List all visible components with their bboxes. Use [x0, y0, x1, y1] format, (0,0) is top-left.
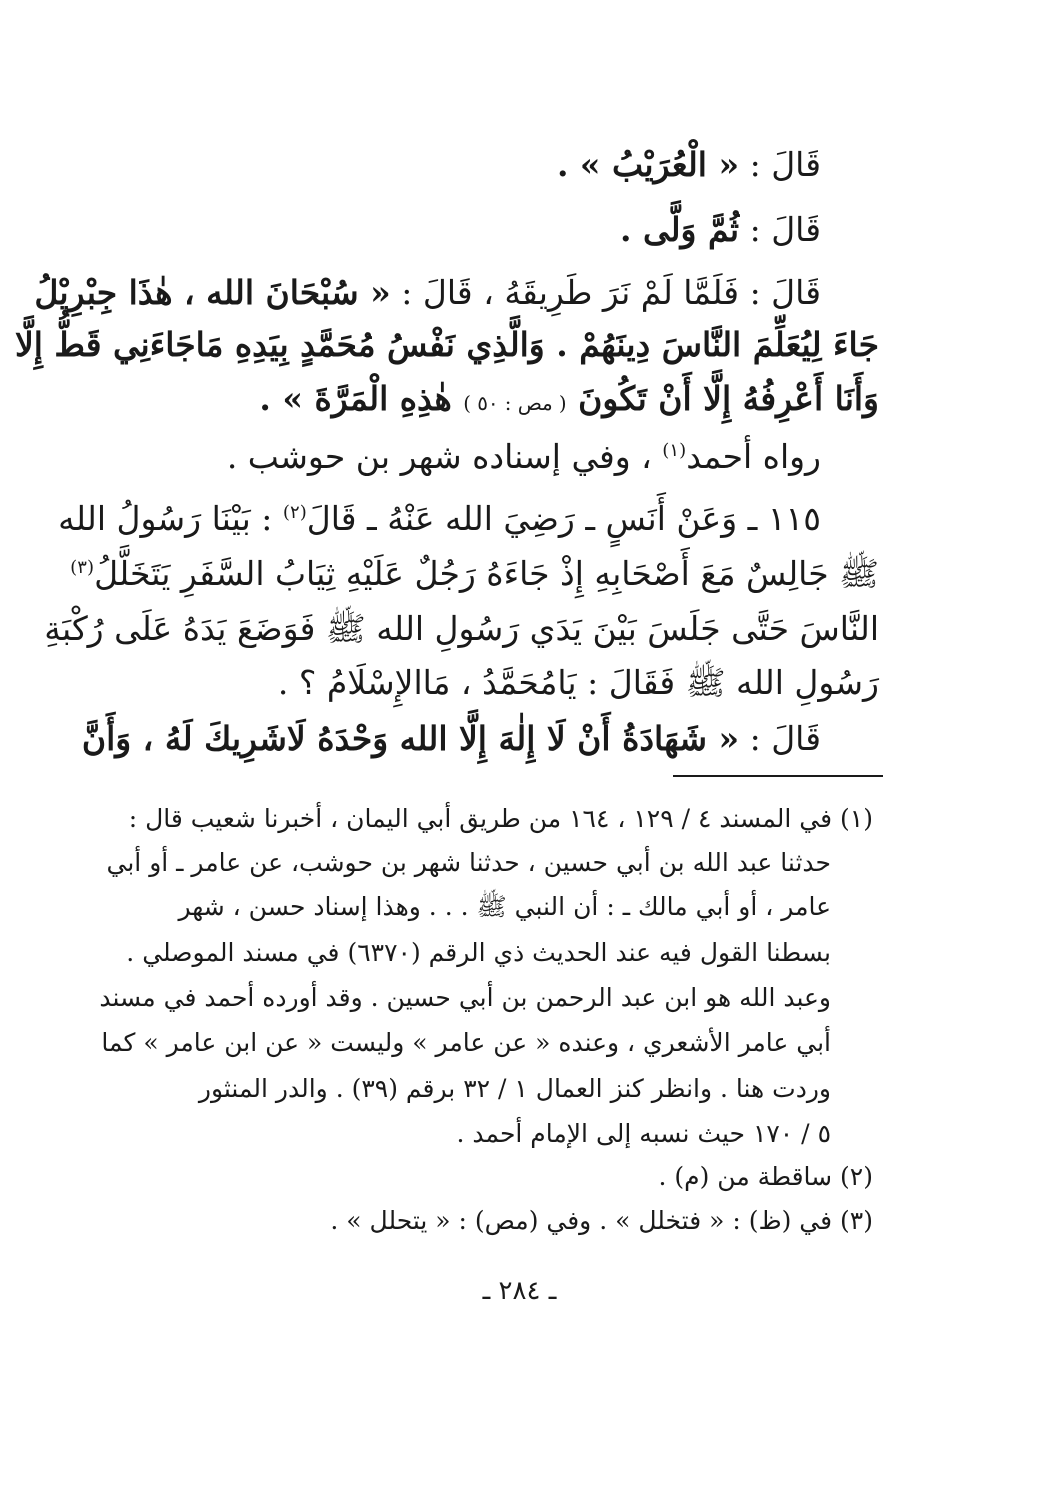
hadith-text: رَسُولِ الله ﷺ فَقَالَ : يَامُحَمَّدُ ، مَاالإِسْلَامُ ؟ . — [277, 663, 879, 702]
hadith-text: ﷺ جَالِسٌ مَعَ أَصْحَابِهِ إِذْ جَاءَهُ رَجُلٌ عَلَيْهِ ثِيَابُ السَّفَرِ يَتَخَلَّلُ — [94, 554, 879, 593]
page-number: ـ ٢٨٤ ـ — [482, 1276, 557, 1306]
speaker-text: قَالَ : — [739, 210, 821, 249]
manuscript-page-ref: ( مص : ٥٠ ) — [463, 392, 567, 415]
line-10 — [277, 663, 879, 702]
quote-text: ثُمَّ وَلَّى . — [619, 210, 740, 249]
footnote-1-line-8: ٥ / ١٧٠ حيث نسبه إلى الإمام أحمد . — [456, 1119, 831, 1148]
line-9 — [44, 609, 879, 648]
quote-text: وَأَنَا أَعْرِفُهُ إِلَّا أَنْ تَكُونَ — [566, 379, 879, 418]
footnote-3: (٣) في (ظ) : « فتخلل » . وفي (مص) : « يتحلل » . — [330, 1206, 873, 1235]
footnote-ref-2: (٢) — [282, 502, 307, 523]
quote-text: هٰذِهِ الْمَرَّةَ » . — [259, 379, 464, 418]
line-1 — [556, 145, 821, 184]
line-8 — [70, 554, 879, 593]
line-2 — [619, 210, 821, 249]
narration-text: رواه أحمد — [686, 437, 821, 476]
line-7 — [58, 499, 821, 538]
speaker-text: قَالَ : — [739, 145, 821, 184]
footnote-1-line-5: وعبد الله هو ابن عبد الرحمن بن أبي حسين . وقد أورده أحمد في مسند — [99, 983, 831, 1012]
footnote-1-line-4: بسطنا القول فيه عند الحديث ذي الرقم (٦٣٧٠) في مسند الموصلي . — [126, 938, 831, 967]
line-4 — [14, 325, 879, 364]
hadith-text: النَّاسَ حَتَّى جَلَسَ بَيْنَ يَدَي رَسُولِ الله ﷺ فَوَضَعَ يَدَهُ عَلَى رُكْبَةِ — [44, 609, 879, 648]
line-6 — [226, 437, 821, 476]
quote-text: « سُبْحَانَ الله ، هٰذَا جِبْرِيْلُ — [34, 273, 391, 312]
footnote-2: (٢) ساقطة من (م) . — [658, 1162, 873, 1191]
quote-text: جَاءَ لِيُعَلِّمَ النَّاسَ دِينَهُمْ . وَالَّذِي نَفْسُ مُحَمَّدٍ بِيَدِهِ مَاجَاءَنِي قَطُّ إِلَّا — [14, 325, 879, 364]
footnote-1-line-7: وردت هنا . وانظر كنز العمال ١ / ٣٢ برقم (٣٩) . والدر المنثور — [198, 1074, 831, 1103]
footnote-1-line-3: عامر ، أو أبي مالك ـ : أن النبي ﷺ . . . وهذا إسناد حسن ، شهر — [178, 892, 831, 921]
line-3 — [34, 273, 821, 312]
line-5 — [259, 379, 879, 418]
footnote-1-line-6: أبي عامر الأشعري ، وعنده « عن عامر » وليست « عن ابن عامر » كما — [101, 1028, 831, 1057]
line-11 — [81, 719, 821, 758]
speaker-text: قَالَ : — [739, 719, 821, 758]
footnote-1-line-1: (١) في المسند ٤ / ١٢٩ ، ١٦٤ من طريق أبي اليمان ، أخبرنا شعيب قال : — [128, 804, 873, 833]
footnote-separator — [673, 775, 883, 777]
footnote-1-line-2: حدثنا عبد الله بن أبي حسين ، حدثنا شهر بن حوشب، عن عامر ـ أو أبي — [106, 848, 831, 877]
footnote-ref-1: (١) — [662, 440, 687, 461]
hadith-text: : بَيْنَا رَسُولُ الله — [58, 499, 283, 538]
narration-text: قَالَ : فَلَمَّا لَمْ نَرَ طَرِيقَهُ ، قَالَ : — [390, 273, 821, 312]
footnote-ref-3: (٣) — [70, 557, 95, 578]
hadith-opening: ١١٥ ـ وَعَنْ أَنَسٍ ـ رَضِيَ الله عَنْهُ ـ قَالَ — [306, 499, 821, 538]
quote-text: « الْعُرَيْبُ » . — [556, 145, 740, 184]
narration-text: ، وفي إسناده شهر بن حوشب . — [226, 437, 663, 476]
quote-text: « شَهَادَةُ أَنْ لَا إِلٰهَ إِلَّا الله وَحْدَهُ لَاشَرِيكَ لَهُ ، وَأَنَّ — [81, 719, 740, 758]
